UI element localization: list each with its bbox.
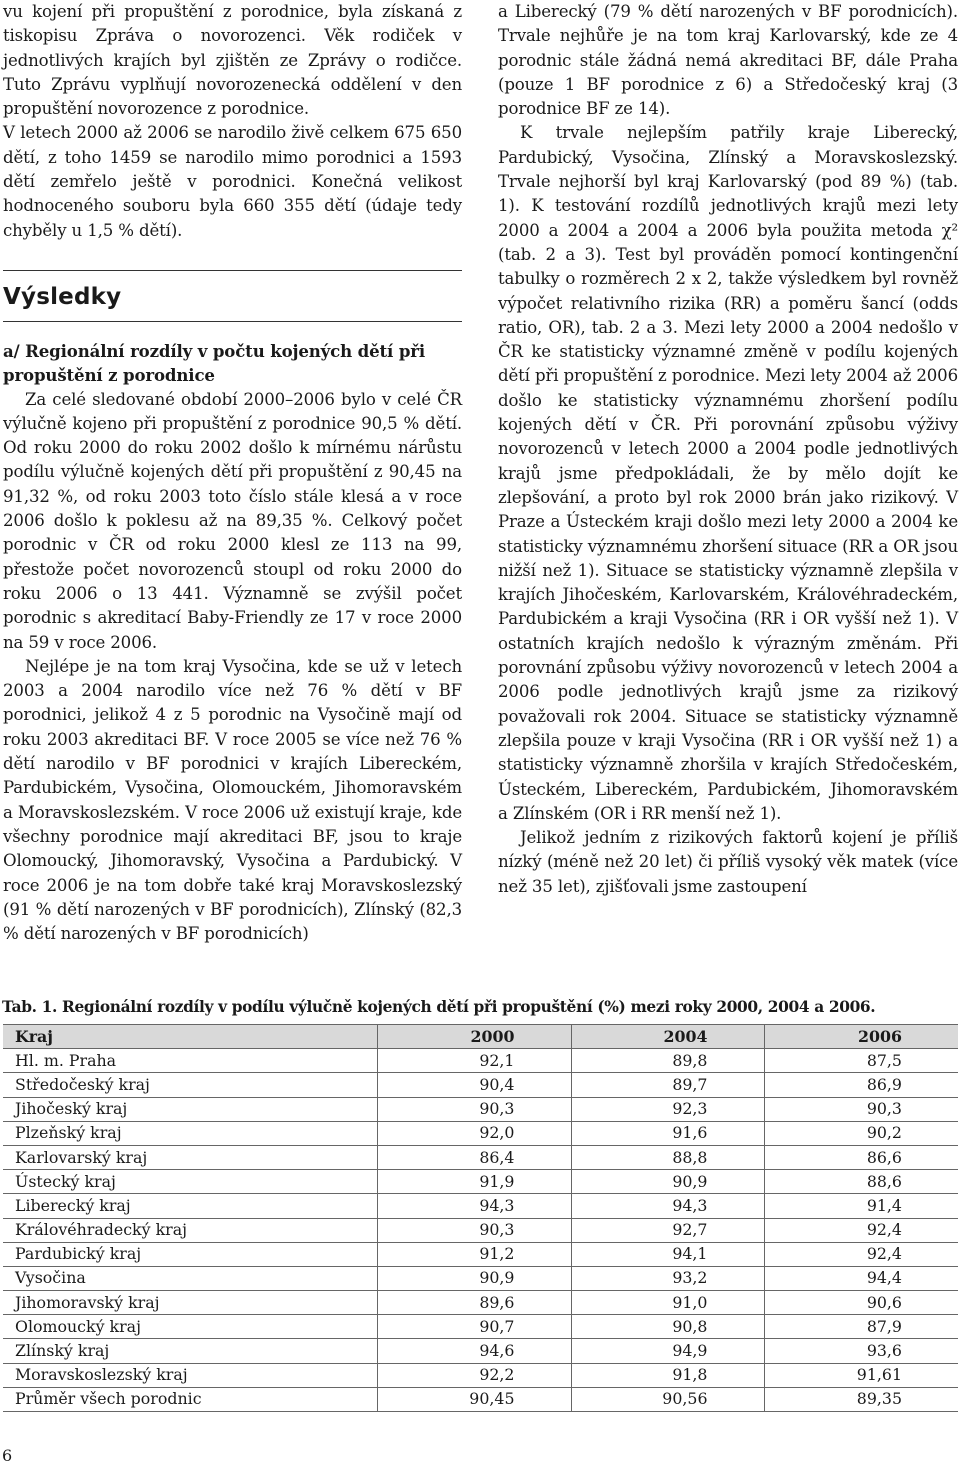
cell-value-2004: 91,6 (571, 1121, 764, 1145)
cell-value-2004: 90,8 (571, 1315, 764, 1339)
cell-region: Zlínský kraj (3, 1339, 377, 1363)
cell-value-2006: 90,3 (764, 1097, 958, 1121)
intro-paragraph-2: V letech 2000 až 2006 se narodilo živě celkem 675 650 dětí, z toho 1459 se narodilo mimo porodnici a 1593 dětí zemřelo ještě v porodnici. Konečná velikost hodnoceného souboru byla 660 355 dětí (údaje tedy chyběly u 1,5 % dětí). (3, 123, 462, 240)
cell-region: Průměr všech porodnic (3, 1387, 377, 1411)
table-row (3, 1194, 958, 1218)
cell-value-2006: 87,9 (764, 1315, 958, 1339)
cell-value-2000: 90,45 (377, 1387, 571, 1411)
section-heading: Výsledky (3, 284, 122, 310)
cell-region: Liberecký kraj (3, 1194, 377, 1218)
cell-value-2000: 94,6 (377, 1339, 571, 1363)
cell-region: Královéhradecký kraj (3, 1218, 377, 1242)
table-body (3, 1049, 958, 1412)
header-2000: 2000 (377, 1025, 571, 1049)
table-row (3, 1387, 958, 1411)
cell-value-2000: 90,4 (377, 1073, 571, 1097)
right-paragraph-2: K trvale nejlepším patřily kraje Liberecký, Pardubický, Vysočina, Zlínský a Moravskoslezský. Trvale nejhorší byl kraj Karlovarský (pod 89 %) (tab. 1). K testování rozdílů jednotlivých krajů mezi lety 2000 a 2004 a 2004 a 2006 byla použita metoda χ² (tab. 2 a 3). Test byl prováděn pomocí kontingenční tabulky o rozměrech 2 x 2, takže výsledkem byl rovněž výpočet relativního rizika (RR) a poměru šancí (odds ratio, OR), tab. 2 a 3. Mezi lety 2000 a 2004 nedošlo v ČR ke statisticky významné změně v podílu kojených dětí při propuštění z porodnice. Mezi lety 2004 až 2006 došlo ke statisticky významnému zhoršení podílu kojených dětí v ČR. Při porovnání způsobu výživy novorozenců v letech 2000 a 2004 podle jednotlivých krajů jsme předpokládali, že by mělo dojít ke zlepšování, a proto byl rok 2000 brán jako rizikový. V Praze a Ústeckém kraji došlo mezi lety 2000 a 2004 ke statisticky významnému zhoršení situace (RR a OR jsou nižší než 1). Situace se statisticky významně zlepšila v krajích Jihočeském, Karlovarském, Královéhradeckém, Pardubickém a kraji Vysočina (RR i OR vyšší než 1). V ostatních krajích nedošlo k výrazným změnám. Při porovnání způsobu výživy novorozenců v letech 2004 a 2006 podle jednotlivých krajů jsme za rizikový považovali rok 2004. Situace se statisticky významně zlepšila pouze v kraji Vysočina (RR i OR vyšší než 1) a statisticky významně zhoršila v krajích Středočeském, Ústeckém, Libereckém, Pardubickém, Jihomoravském a Zlínském (OR i RR menší než 1). (498, 123, 958, 823)
table-row (3, 1218, 958, 1242)
cell-value-2006: 88,6 (764, 1170, 958, 1194)
body-paragraph-2: Nejlépe je na tom kraj Vysočina, kde se už v letech 2003 a 2004 narodilo více než 76 % dětí v BF porodnici, jelikož 4 z 5 porodnic na Vysočině mají od roku 2003 akreditaci BF. V roce 2005 se více než 76 % dětí narodilo v BF porodnici v krajích Libereckém, Pardubickém, Vysočina, Olomouckém, Jihomoravském a Moravskoslezském. V roce 2006 už existují kraje, kde všechny porodnice mají akreditaci BF, jsou to kraje Olomoucký, Jihomoravský, Vysočina a Pardubický. V roce 2006 je na tom dobře také kraj Moravskoslezský (91 % dětí narozených v BF porodnicích), Zlínský (82,3 % dětí narozených v BF porodnicích) (3, 656, 462, 944)
section-rule-bottom (3, 321, 462, 322)
table-row (3, 1242, 958, 1266)
cell-value-2006: 86,9 (764, 1073, 958, 1097)
cell-value-2000: 90,3 (377, 1218, 571, 1242)
left-column-body (3, 339, 462, 946)
cell-value-2006: 94,4 (764, 1266, 958, 1290)
cell-value-2006: 90,6 (764, 1291, 958, 1315)
table-row (3, 1073, 958, 1097)
table-row (3, 1363, 958, 1387)
table-row (3, 1049, 958, 1073)
cell-value-2004: 89,8 (571, 1049, 764, 1073)
subsection-heading: a/ Regionální rozdíly v počtu kojených dětí při propuštění z porodnice (3, 341, 426, 386)
cell-value-2000: 89,6 (377, 1291, 571, 1315)
table-row (3, 1315, 958, 1339)
cell-region: Jihočeský kraj (3, 1097, 377, 1121)
cell-value-2006: 86,6 (764, 1145, 958, 1169)
cell-value-2006: 91,61 (764, 1363, 958, 1387)
table-row (3, 1339, 958, 1363)
cell-value-2004: 94,3 (571, 1194, 764, 1218)
cell-region: Moravskoslezský kraj (3, 1363, 377, 1387)
table-row (3, 1121, 958, 1145)
header-2004: 2004 (571, 1025, 764, 1049)
cell-value-2000: 90,9 (377, 1266, 571, 1290)
cell-value-2004: 92,3 (571, 1097, 764, 1121)
cell-value-2000: 90,3 (377, 1097, 571, 1121)
body-paragraph-1: Za celé sledované období 2000–2006 bylo v celé ČR výlučně kojeno při propuštění z porodnice 90,5 % dětí. Od roku 2000 do roku 2002 došlo k mírnému nárůstu podílu výlučně kojených dětí při propuštění z 90,45 na 91,32 %, od roku 2003 toto číslo stále klesá a v roce 2006 došlo k poklesu až na 89,35 %. Celkový počet porodnic v ČR od roku 2000 klesl ze 113 na 99, přestože počet novorozenců stoupl od roku 2000 do roku 2006 o 13 441. Významně se zvýšil počet porodnic s akreditací Baby-Friendly ze 17 v roce 2000 na 59 v roce 2006. (3, 389, 462, 652)
cell-value-2004: 88,8 (571, 1145, 764, 1169)
section-rule-top (3, 270, 462, 271)
header-2006: 2006 (764, 1025, 958, 1049)
cell-value-2006: 90,2 (764, 1121, 958, 1145)
cell-value-2006: 93,6 (764, 1339, 958, 1363)
cell-value-2000: 90,7 (377, 1315, 571, 1339)
cell-value-2006: 92,4 (764, 1218, 958, 1242)
table-row (3, 1266, 958, 1290)
cell-region: Plzeňský kraj (3, 1121, 377, 1145)
table-row (3, 1097, 958, 1121)
cell-value-2000: 86,4 (377, 1145, 571, 1169)
table-row (3, 1145, 958, 1169)
cell-value-2004: 90,9 (571, 1170, 764, 1194)
cell-region: Vysočina (3, 1266, 377, 1290)
cell-value-2000: 91,2 (377, 1242, 571, 1266)
cell-value-2004: 91,0 (571, 1291, 764, 1315)
cell-value-2000: 92,0 (377, 1121, 571, 1145)
page-number: 6 (2, 1446, 13, 1465)
right-column (498, 0, 958, 899)
table-row (3, 1291, 958, 1315)
cell-region: Karlovarský kraj (3, 1145, 377, 1169)
table-header-row (3, 1025, 958, 1049)
cell-value-2000: 94,3 (377, 1194, 571, 1218)
regional-breastfeeding-table (3, 1024, 958, 1412)
cell-value-2000: 92,2 (377, 1363, 571, 1387)
cell-value-2004: 91,8 (571, 1363, 764, 1387)
cell-region: Středočeský kraj (3, 1073, 377, 1097)
intro-paragraph-1: vu kojení při propuštění z porodnice, byla získaná z tiskopisu Zpráva o novorozenci. Věk rodiček v jednotlivých krajích byl zjištěn ze Zprávy o rodičce. Tuto Zprávu vyplňují novorozenecká oddělení v den propuštění novorozence z porodnice. (3, 2, 462, 119)
cell-value-2004: 93,2 (571, 1266, 764, 1290)
right-paragraph-1: a Liberecký (79 % dětí narozených v BF porodnicích). Trvale nejhůře je na tom kraj Karlovarský, kde ze 4 porodnic stále žádná nemá akreditaci BF, dále Praha (pouze 1 BF porodnice z 6) a Středočeský kraj (3 porodnice BF ze 14). (498, 2, 958, 119)
cell-value-2004: 94,9 (571, 1339, 764, 1363)
table-row (3, 1170, 958, 1194)
cell-value-2004: 90,56 (571, 1387, 764, 1411)
cell-value-2006: 92,4 (764, 1242, 958, 1266)
cell-value-2006: 87,5 (764, 1049, 958, 1073)
cell-value-2006: 91,4 (764, 1194, 958, 1218)
cell-value-2000: 91,9 (377, 1170, 571, 1194)
left-column-intro (3, 0, 462, 243)
cell-region: Pardubický kraj (3, 1242, 377, 1266)
table-caption: Tab. 1. Regionální rozdíly v podílu výlučně kojených dětí při propuštění (%) mezi roky 2000, 2004 a 2006. (2, 998, 876, 1016)
header-kraj: Kraj (3, 1025, 377, 1049)
right-paragraph-3: Jelikož jedním z rizikových faktorů kojení je příliš nízký (méně než 20 let) či příliš vysoký věk matek (více než 35 let), zjišťovali jsme zastoupení (498, 828, 958, 896)
cell-value-2000: 92,1 (377, 1049, 571, 1073)
cell-value-2004: 94,1 (571, 1242, 764, 1266)
cell-value-2006: 89,35 (764, 1387, 958, 1411)
cell-region: Jihomoravský kraj (3, 1291, 377, 1315)
cell-value-2004: 92,7 (571, 1218, 764, 1242)
cell-value-2004: 89,7 (571, 1073, 764, 1097)
cell-region: Hl. m. Praha (3, 1049, 377, 1073)
cell-region: Olomoucký kraj (3, 1315, 377, 1339)
cell-region: Ústecký kraj (3, 1170, 377, 1194)
